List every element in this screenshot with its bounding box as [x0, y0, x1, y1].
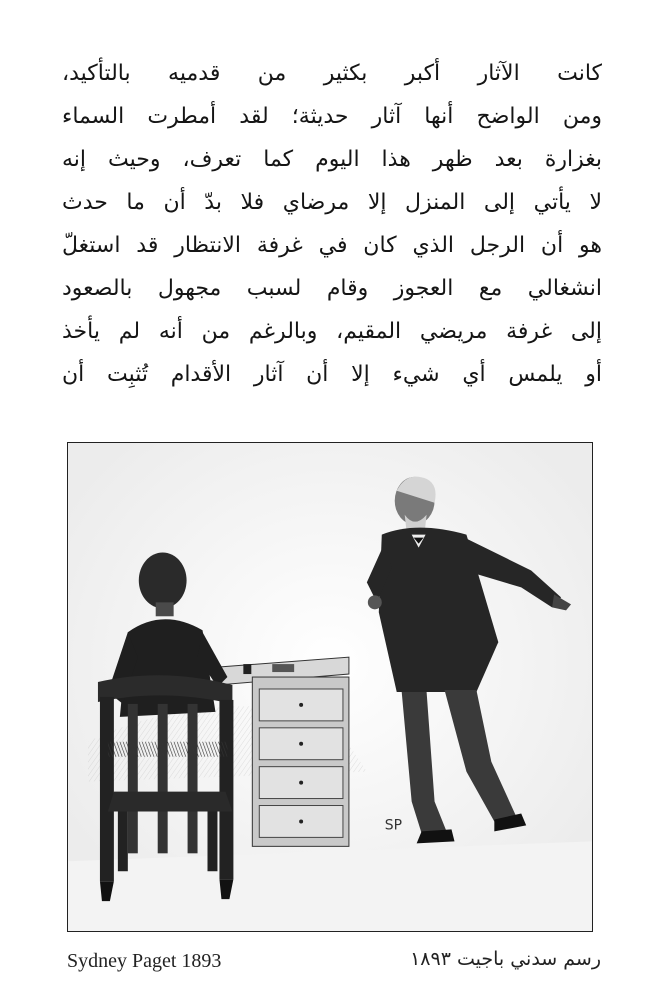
- text-line-6: انشغالي مع العجوز وقام لسبب مجهول بالصعود: [62, 276, 602, 301]
- artist-signature: SP: [384, 817, 403, 834]
- text-line-3: بغزارة بعد ظهر هذا اليوم كما تعرف، وحيث إنه: [62, 147, 602, 172]
- text-line-8: أو يلمس أي شيء إلا أن آثار الأقدام تُثبِت أن: [62, 362, 602, 387]
- text-line-2: ومن الواضح أنها آثار حديثة؛ لقد أمطرت السماء: [62, 104, 602, 129]
- illustration-frame: [67, 442, 593, 932]
- text-line-7: إلى غرفة مريضي المقيم، وبالرغم من أنه لم يأخذ: [62, 319, 602, 344]
- caption-english: Sydney Paget 1893: [67, 950, 222, 972]
- text-line-5: هو أن الرجل الذي كان في غرفة الانتظار قد استغلّ: [62, 233, 602, 258]
- text-line-1: كانت الآثار أكبر بكثير من قدميه بالتأكيد،: [62, 61, 602, 86]
- caption-arabic: رسم سدني باجيت ١٨٩٣: [410, 948, 601, 970]
- body-text: [62, 52, 602, 396]
- text-line-4: لا يأتي إلى المنزل إلا مرضاي فلا بدّ أن ما حدث: [62, 190, 602, 215]
- illustration: [68, 443, 592, 931]
